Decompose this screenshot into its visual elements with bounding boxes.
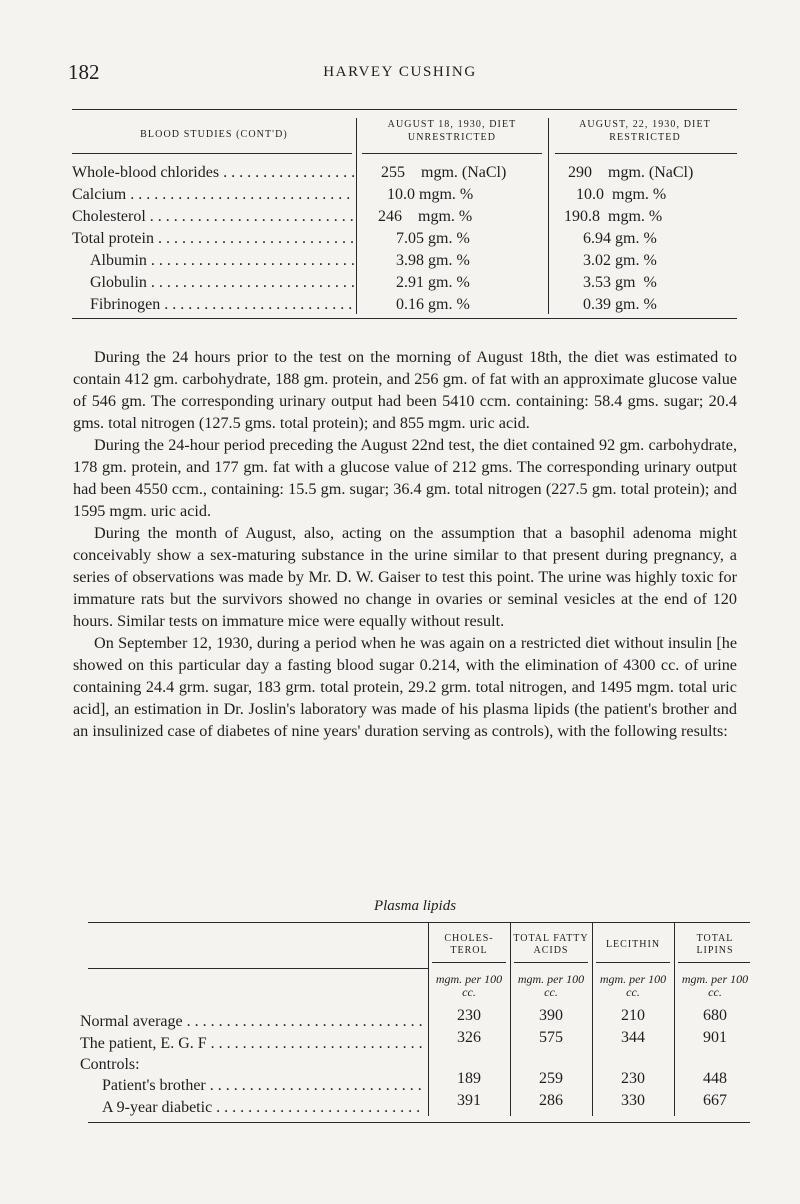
header-rule (88, 968, 428, 969)
row-label-controls: Controls: (80, 1056, 140, 1073)
column-header-fatty-acids: TOTAL FATTY ACIDS (513, 933, 589, 956)
row-label-albumin: Albumin . . . (90, 252, 355, 270)
row-label-patient: The patient, E. G. F . . . (80, 1035, 424, 1053)
row-label-normal-average: Normal average . . . (80, 1013, 424, 1031)
cell-value: 189 (457, 1070, 481, 1087)
row-label-diabetic: A 9-year diabetic . . . (102, 1099, 424, 1117)
cell-value: 290 mgm. (NaCl) (568, 164, 694, 181)
row-label-patients-brother: Patient's brother . . . (102, 1077, 424, 1095)
cell-value: 901 (703, 1029, 727, 1046)
cell-value: 10.0 mgm. % (576, 186, 667, 203)
cell-value: 391 (457, 1092, 481, 1109)
column-header-lecithin: LECITHIN (605, 939, 661, 950)
row-label-total-protein: Total protein . . . (72, 230, 355, 248)
cell-value: 326 (457, 1029, 481, 1046)
cell-value: 575 (539, 1029, 563, 1046)
cell-value: 2.91 gm. % (396, 274, 470, 291)
cell-value: 0.16 gm. % (396, 296, 470, 313)
header-rule (555, 153, 737, 154)
column-header-aug18: AUGUST 18, 1930, DIET UNRESTRICTED (387, 119, 517, 143)
paragraph: During the month of August, also, acting on the assumption that a basophil adenoma might conceivably show a sex-maturing substance in the urine similar to that present during pregnancy, a series of observations was made by Mr. D. W. Gaiser to test this point. The urine was highly toxic for immature rats but the survivors showed no change in ovaries or seminal vesicles at the end of 120 hours. Similar tests on immature mice were equally without result. (73, 524, 737, 630)
table-bottom-rule (72, 318, 737, 319)
unit-label: mgm. per 100 cc. (435, 972, 503, 999)
cell-value: 255 mgm. (NaCl) (381, 164, 507, 181)
cell-value: 10.0 mgm. % (387, 186, 474, 203)
cell-value: 448 (703, 1070, 727, 1087)
page-number: 182 (68, 60, 100, 84)
row-label-cholesterol: Cholesterol . . . (72, 208, 355, 226)
paragraph: During the 24 hours prior to the test on the morning of August 18th, the diet was estimated to contain 412 gm. carbohydrate, 188 gm. protein, and 256 gm. of fat with an approximate glucose value of 546 gm. The corresponding urinary output had been 5410 ccm. containing: 58.4 gms. sugar; 20.4 gms. total nitrogen (127.5 gms. total protein); and 855 mgm. uric acid. (73, 348, 737, 432)
row-label-calcium: Calcium . . . (72, 186, 355, 204)
column-header-aug22: AUGUST, 22, 1930, DIET RESTRICTED (579, 119, 711, 143)
cell-value: 3.98 gm. % (396, 252, 470, 269)
cell-value: 259 (539, 1070, 563, 1087)
paragraph: On September 12, 1930, during a period when he was again on a restricted diet without insulin [he showed on this particular day a fasting blood sugar 0.214, with the elimination of 4300 cc. of urine containing 24.4 grm. sugar, 183 grm. total protein, 29.2 grm. total nitrogen, and 1495 mgm. total uric acid], an estimation in Dr. Joslin's laboratory was made of his plasma lipids (the patient's brother and an insulinized case of diabetes of nine years' duration serving as controls), with the following results: (73, 634, 737, 740)
table-top-rule (72, 109, 737, 110)
table-title: Plasma lipids (373, 898, 457, 914)
cell-value: 7.05 gm. % (396, 230, 470, 247)
row-label-globulin: Globulin . . . (90, 274, 355, 292)
running-head: HARVEY CUSHING (323, 64, 477, 80)
cell-value: 390 (539, 1007, 563, 1024)
column-divider (510, 922, 511, 1116)
cell-value: 3.53 gm % (583, 274, 657, 291)
column-header-total-lipins: TOTAL LIPINS (696, 933, 734, 956)
cell-value: 230 (621, 1070, 645, 1087)
cell-value: 680 (703, 1007, 727, 1024)
header-rule (362, 153, 542, 154)
header-rule (72, 153, 352, 154)
unit-label: mgm. per 100 cc. (517, 972, 585, 999)
header-rule (596, 962, 670, 963)
column-divider (428, 922, 429, 1116)
cell-value: 190.8 mgm. % (564, 208, 663, 225)
cell-value: 246 mgm. % (378, 208, 473, 225)
cell-value: 6.94 gm. % (583, 230, 657, 247)
cell-value: 0.39 gm. % (583, 296, 657, 313)
table-bottom-rule (88, 1122, 750, 1123)
column-divider (548, 118, 549, 314)
header-rule (678, 962, 750, 963)
cell-value: 3.02 gm. % (583, 252, 657, 269)
cell-value: 344 (621, 1029, 645, 1046)
cell-value: 286 (539, 1092, 563, 1109)
paragraph: During the 24-hour period preceding the August 22nd test, the diet contained 92 gm. carbohydrate, 178 gm. protein, and 177 gm. fat with a glucose value of 212 gms. The corresponding urinary output had been 4550 ccm., containing: 15.5 gm. sugar; 36.4 gm. total nitrogen (227.5 gm. total protein); and 1595 mgm. uric acid. (73, 436, 737, 520)
table-top-rule (88, 922, 750, 923)
header-rule (514, 962, 588, 963)
column-divider (592, 922, 593, 1116)
unit-label: mgm. per 100 cc. (599, 972, 667, 999)
row-label-fibrinogen: Fibrinogen . . . (90, 296, 355, 314)
cell-value: 330 (621, 1092, 645, 1109)
body-text (73, 346, 737, 742)
row-label-chlorides: Whole-blood chlorides . . . (72, 164, 355, 182)
column-divider (356, 118, 357, 314)
unit-label: mgm. per 100 cc. (681, 972, 749, 999)
column-divider (674, 922, 675, 1116)
cell-value: 230 (457, 1007, 481, 1024)
header-rule (432, 962, 506, 963)
column-header-blood-studies: BLOOD STUDIES (CONT'D) (140, 129, 288, 140)
cell-value: 210 (621, 1007, 645, 1024)
column-header-cholesterol: CHOLES-TEROL (444, 933, 494, 956)
cell-value: 667 (703, 1092, 727, 1109)
